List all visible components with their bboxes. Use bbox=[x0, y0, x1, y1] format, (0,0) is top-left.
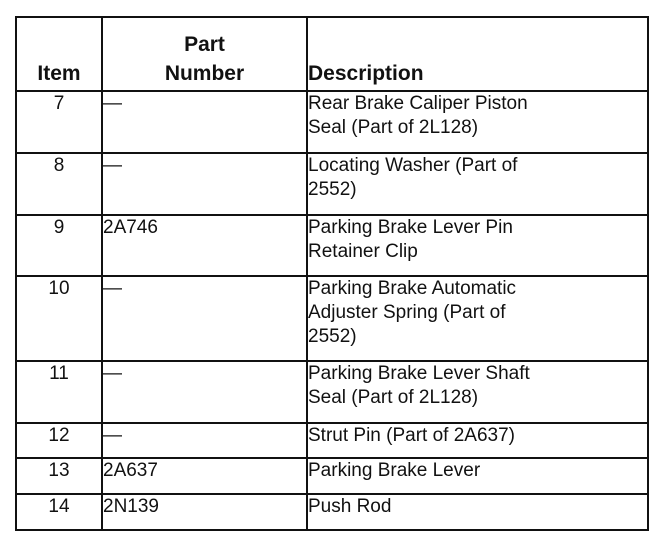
description-cell bbox=[307, 361, 648, 423]
description-line: 2552) bbox=[308, 326, 357, 347]
item-cell: 8 bbox=[16, 153, 102, 215]
part-number-cell: — bbox=[102, 423, 307, 458]
table-row bbox=[16, 276, 648, 361]
description-cell bbox=[307, 215, 648, 276]
part-number-cell: — bbox=[102, 153, 307, 215]
part-number-cell: 2A746 bbox=[102, 215, 307, 276]
table-row bbox=[16, 458, 648, 494]
description-line: Adjuster Spring (Part of bbox=[308, 302, 506, 323]
table-row bbox=[16, 153, 648, 215]
description-cell bbox=[307, 276, 648, 361]
part-number-cell: — bbox=[102, 361, 307, 423]
header-part-number-line1: Part bbox=[184, 33, 225, 56]
item-cell: 13 bbox=[16, 458, 102, 494]
header-row bbox=[16, 17, 648, 91]
table-row bbox=[16, 423, 648, 458]
description-cell bbox=[307, 494, 648, 530]
description-cell bbox=[307, 153, 648, 215]
part-number-cell: 2A637 bbox=[102, 458, 307, 494]
description-line: Seal (Part of 2L128) bbox=[308, 117, 479, 138]
description-line: Parking Brake Lever Shaft bbox=[308, 363, 530, 384]
description-line: Seal (Part of 2L128) bbox=[308, 387, 479, 408]
item-cell: 14 bbox=[16, 494, 102, 530]
description-line: Retainer Clip bbox=[308, 241, 418, 262]
part-number-cell: — bbox=[102, 276, 307, 361]
item-cell: 10 bbox=[16, 276, 102, 361]
header-description-label: Description bbox=[308, 62, 424, 85]
header-item bbox=[16, 17, 102, 91]
header-part-number bbox=[102, 17, 307, 91]
description-cell bbox=[307, 91, 648, 153]
header-part-number-line2: Number bbox=[164, 62, 245, 85]
description-line: Parking Brake Automatic bbox=[308, 278, 517, 299]
table-row bbox=[16, 361, 648, 423]
table-row bbox=[16, 494, 648, 530]
part-number-cell: 2N139 bbox=[102, 494, 307, 530]
table-row bbox=[16, 215, 648, 276]
item-cell: 11 bbox=[16, 361, 102, 423]
description-line: Strut Pin (Part of 2A637) bbox=[308, 425, 515, 446]
description-line: Parking Brake Lever Pin bbox=[308, 217, 513, 238]
part-number-cell: — bbox=[102, 91, 307, 153]
description-line: Push Rod bbox=[308, 496, 392, 517]
description-line: 2552) bbox=[308, 179, 357, 200]
parts-table bbox=[15, 16, 649, 531]
item-cell: 9 bbox=[16, 215, 102, 276]
header-description bbox=[307, 17, 648, 91]
description-cell bbox=[307, 423, 648, 458]
header-item-label: Item bbox=[37, 62, 81, 85]
table-row bbox=[16, 91, 648, 153]
description-line: Locating Washer (Part of bbox=[308, 155, 518, 176]
description-line: Parking Brake Lever bbox=[308, 460, 481, 481]
item-cell: 12 bbox=[16, 423, 102, 458]
description-line: Rear Brake Caliper Piston bbox=[308, 93, 528, 114]
item-cell: 7 bbox=[16, 91, 102, 153]
description-cell bbox=[307, 458, 648, 494]
